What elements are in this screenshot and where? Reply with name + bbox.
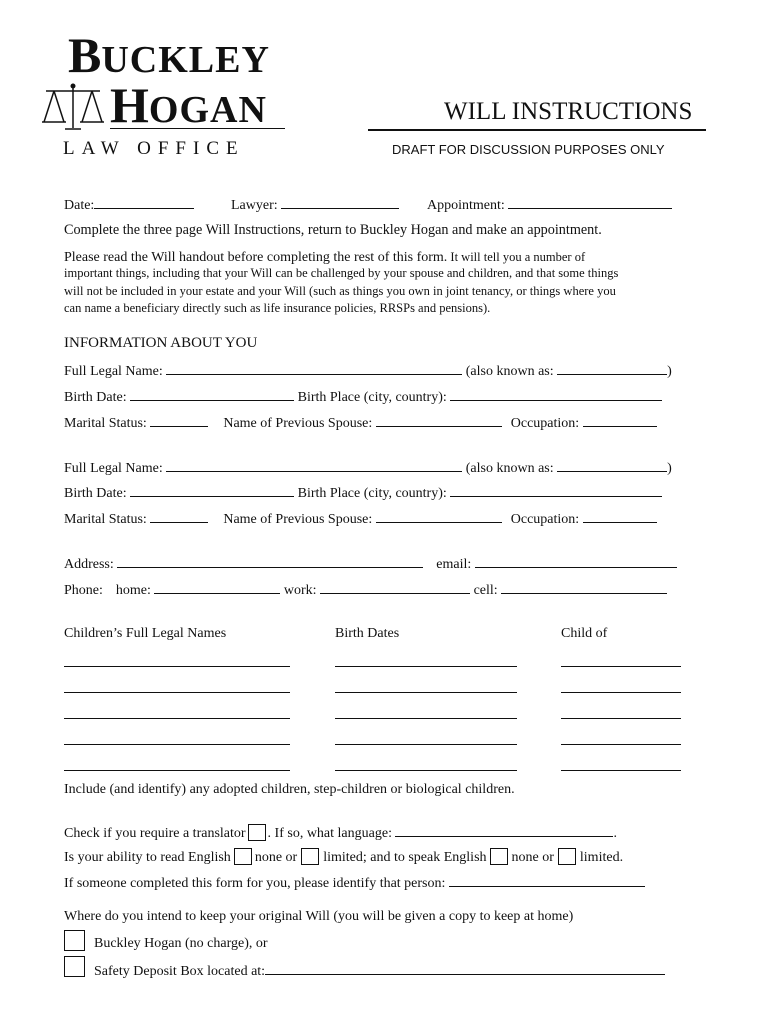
child-birth-line[interactable]	[335, 692, 517, 693]
intro-line-2: Please read the Will handout before completing the rest of this form. It will tell you a number of	[64, 250, 586, 265]
completed-by-row: If someone completed this form for you, please identify that person:	[64, 874, 645, 892]
marital-field[interactable]	[150, 414, 208, 427]
person-1-birth-row: Birth Date: Birth Place (city, country):	[64, 388, 662, 406]
aka-field[interactable]	[557, 362, 667, 375]
intro-line-3: important things, including that your Will can be challenged by your spouse and children, and that some things	[64, 266, 619, 280]
logo-divider	[110, 128, 285, 129]
child-name-line[interactable]	[64, 718, 290, 719]
birth-place-field[interactable]	[450, 388, 662, 401]
child-birth-line[interactable]	[335, 718, 517, 719]
appointment-field[interactable]	[508, 196, 672, 209]
prev-spouse-field[interactable]	[376, 414, 502, 427]
children-note: Include (and identify) any adopted children, step-children or biological children.	[64, 782, 515, 797]
english-ability-row: Is your ability to read English none or limited; and to speak English none or limited.	[64, 850, 624, 865]
aka-field[interactable]	[557, 459, 667, 472]
child-birth-line[interactable]	[335, 666, 517, 667]
section-title: INFORMATION ABOUT YOU	[64, 335, 258, 351]
option-buckley-hogan-label: Buckley Hogan (no charge), or	[94, 936, 268, 951]
date-field[interactable]	[94, 196, 194, 209]
person-2-name-row: Full Legal Name: (also known as: )	[64, 461, 672, 476]
occupation-field[interactable]	[583, 510, 657, 523]
birth-date-field[interactable]	[130, 388, 294, 401]
person-1-name-row: Full Legal Name: (also known as: )	[64, 364, 672, 379]
home-phone-field[interactable]	[154, 581, 280, 594]
birth-date-field[interactable]	[130, 484, 294, 497]
buckley-hogan-checkbox[interactable]	[64, 930, 85, 951]
logo-name-line2: HOGAN	[110, 77, 267, 133]
translator-checkbox[interactable]	[248, 824, 266, 841]
will-storage-question: Where do you intend to keep your original Will (you will be given a copy to keep at home)	[64, 909, 574, 924]
child-birth-line[interactable]	[335, 744, 517, 745]
address-row: Address: email:	[64, 555, 677, 573]
safety-deposit-location-field[interactable]	[265, 962, 665, 975]
translator-row: Check if you require a translator . If so, what language: .	[64, 826, 617, 841]
child-of-line[interactable]	[561, 770, 681, 771]
appointment-row	[427, 196, 672, 214]
page-title: WILL INSTRUCTIONS	[444, 98, 693, 125]
prev-spouse-field[interactable]	[376, 510, 502, 523]
date-label: Date:	[64, 198, 95, 213]
child-of-line[interactable]	[561, 666, 681, 667]
speak-none-checkbox[interactable]	[490, 848, 508, 865]
lawyer-field[interactable]	[281, 196, 399, 209]
logo-tagline: LAW OFFICE	[63, 138, 245, 159]
intro-line-4: will not be included in your estate and your Will (such as things you own in joint tenancy, or things where you	[64, 284, 616, 298]
full-name-field[interactable]	[166, 362, 462, 375]
person-1-marital-row: Marital Status: Name of Previous Spouse: Occupation:	[64, 414, 657, 432]
read-limited-checkbox[interactable]	[301, 848, 319, 865]
child-name-line[interactable]	[64, 770, 290, 771]
occupation-field[interactable]	[583, 414, 657, 427]
lawyer-label: Lawyer:	[231, 198, 278, 213]
language-field[interactable]	[395, 824, 613, 837]
child-of-line[interactable]	[561, 692, 681, 693]
logo	[40, 27, 300, 165]
child-name-line[interactable]	[64, 692, 290, 693]
page-subtitle: DRAFT FOR DISCUSSION PURPOSES ONLY	[392, 142, 665, 157]
cell-phone-field[interactable]	[501, 581, 667, 594]
address-field[interactable]	[117, 555, 423, 568]
full-name-field[interactable]	[166, 459, 462, 472]
children-col-names: Children’s Full Legal Names	[64, 626, 227, 641]
person-2-marital-row: Marital Status: Name of Previous Spouse: Occupation:	[64, 510, 657, 528]
intro-line-1: Complete the three page Will Instructions, return to Buckley Hogan and make an appointment.	[64, 222, 602, 238]
email-field[interactable]	[475, 555, 677, 568]
read-none-checkbox[interactable]	[234, 848, 252, 865]
appointment-label: Appointment:	[427, 198, 505, 213]
option-safety-deposit-row: Safety Deposit Box located at:	[94, 962, 665, 980]
logo-name-line1: BUCKLEY	[68, 27, 270, 83]
top-fields-row	[64, 196, 194, 214]
person-2-birth-row: Birth Date: Birth Place (city, country):	[64, 484, 662, 502]
completed-by-field[interactable]	[449, 874, 645, 887]
intro-line-5: can name a beneficiary directly such as life insurance policies, RRSPs and pensions).	[64, 301, 491, 315]
child-name-line[interactable]	[64, 744, 290, 745]
birth-place-field[interactable]	[450, 484, 662, 497]
phone-row: Phone: home: work: cell:	[64, 581, 667, 599]
child-birth-line[interactable]	[335, 770, 517, 771]
marital-field[interactable]	[150, 510, 208, 523]
children-col-childof: Child of	[561, 626, 608, 641]
child-of-line[interactable]	[561, 744, 681, 745]
scales-of-justice-icon	[40, 82, 106, 134]
safety-deposit-checkbox[interactable]	[64, 956, 85, 977]
child-name-line[interactable]	[64, 666, 290, 667]
children-col-birth: Birth Dates	[335, 626, 400, 641]
speak-limited-checkbox[interactable]	[558, 848, 576, 865]
lawyer-row	[231, 196, 399, 214]
child-of-line[interactable]	[561, 718, 681, 719]
title-underline	[368, 129, 706, 131]
work-phone-field[interactable]	[320, 581, 470, 594]
